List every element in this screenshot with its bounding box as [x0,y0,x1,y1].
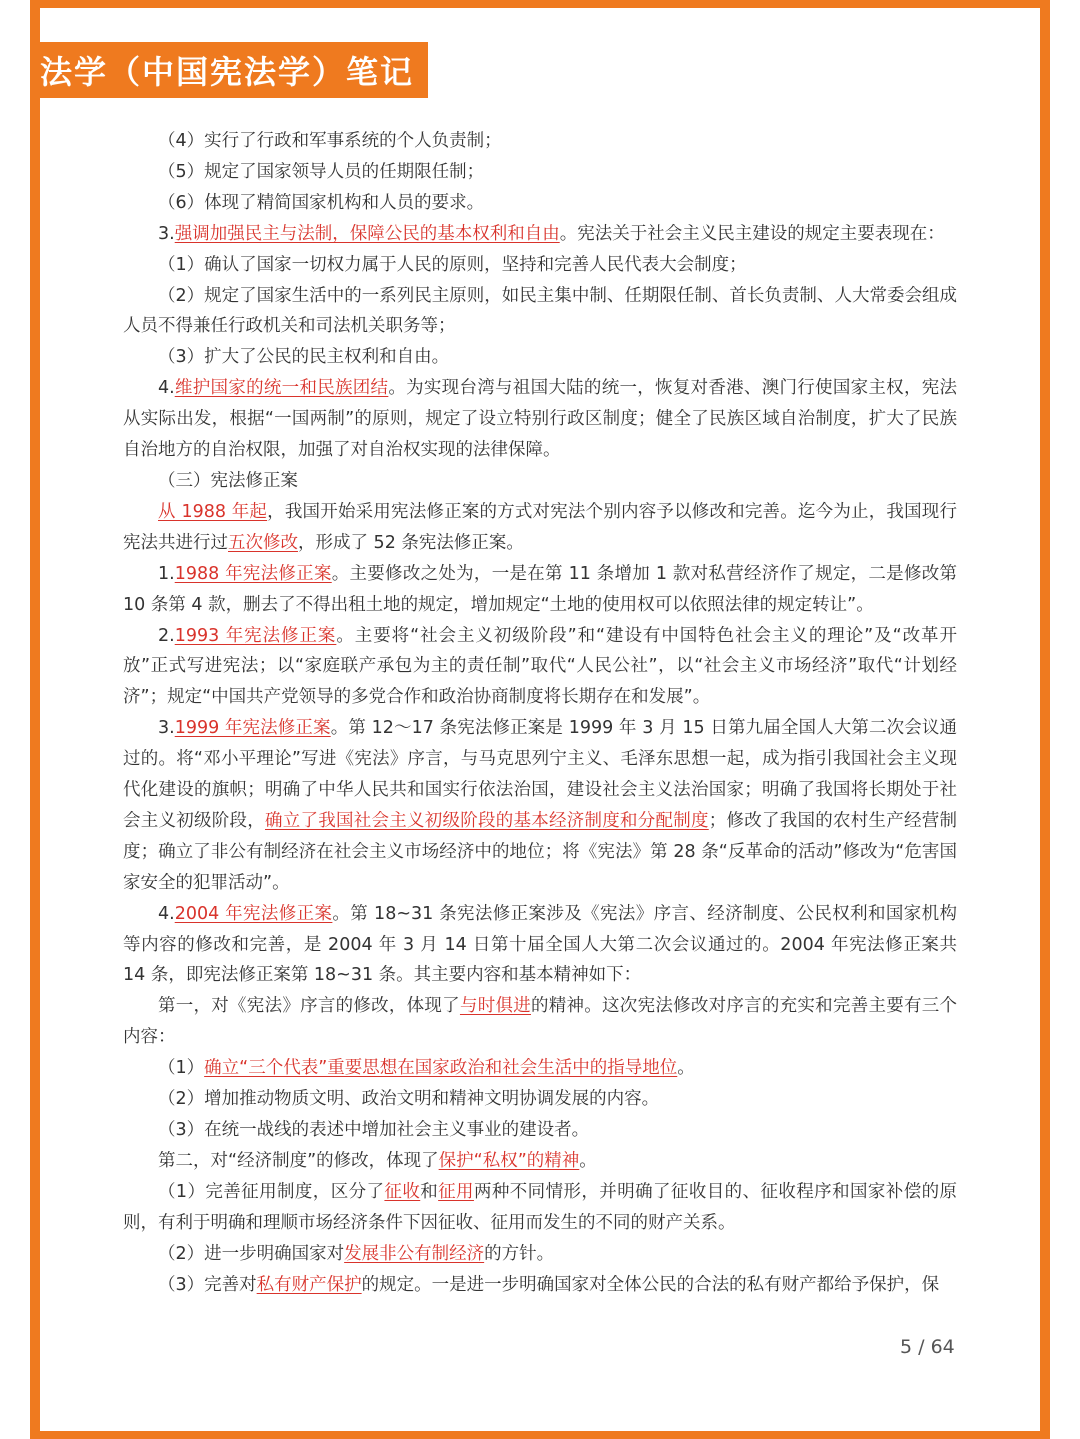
text-segment: （1） [158,1058,205,1079]
text-segment: 的方针。 [484,1243,555,1264]
highlighted-term: 五次修改 [228,532,298,553]
title-banner [30,42,428,98]
paragraph [123,1146,957,1177]
highlighted-term: 从 1988 年起 [158,501,268,522]
text-segment: 。第 18~31 条宪法修正案涉及《宪法》序言、经济制度、公民权利和国家机构等内容的修改和完善，是 2004 年 3 月 14 日第十届全国人大第二次会议通过的。2004 年宪法修正案共 14 条，即宪法修正案第 18~31 条。其主要内容和基本精神如下： [123,903,957,986]
text-segment: 。主要将“社会主义初级阶段”和“建设有中国特色社会主义的理论”及“改革开放”正式写进宪法；以“家庭联产承包为主的责任制”取代“人民公社”，以“社会主义市场经济”取代“计划经济”；规定“中国共产党领导的多党合作和政治协商制度将长期存在和发展”。 [123,625,957,708]
text-segment: 。第 12～17 条宪法修正案是 1999 年 3 月 15 日第九届全国人大第二次会议通过的。将“邓小平理论”写进《宪法》序言，与马克思列宁主义、毛泽东思想一起，成为指引我国社会主义现代化建设的旗帜；明确了中华人民共和国实行依法治国，建设社会主义法治国家；明确了我国将长期处于社会主义初级阶段， [123,718,957,831]
text-segment: （6）体现了精简国家机构和人员的要求。 [158,192,485,213]
paragraph [123,1084,957,1115]
highlighted-term: 发展非公有制经济 [344,1243,485,1264]
highlighted-term: 1993 年宪法修正案 [174,625,337,646]
text-segment: 。 [677,1058,695,1079]
text-segment: （2）进一步明确国家对 [158,1243,345,1264]
paragraph [123,1115,957,1146]
highlighted-term: 征用 [438,1181,474,1202]
text-segment: 2. [158,625,175,646]
paragraph [123,621,957,714]
text-segment: （5）规定了国家领导人员的任期限任制； [158,161,485,182]
highlighted-term: 征收 [384,1181,421,1202]
paragraph [123,991,957,1053]
text-segment: 1. [158,563,175,584]
paragraph [123,157,957,188]
paragraph [123,559,957,621]
text-segment: 。 [579,1150,597,1171]
highlighted-term: 确立了我国社会主义初级阶段的基本经济制度和分配制度 [265,810,709,831]
highlighted-term: 2004 年宪法修正案 [174,903,333,924]
text-segment: 的规定。一是进一步明确国家对全体公民的合法的私有财产都给予保护，保 [361,1274,940,1295]
text-segment: 。宪法关于社会主义民主建设的规定主要表现在： [559,223,945,244]
text-segment: （3）扩大了公民的民主权利和自由。 [158,347,450,368]
text-segment: （4）实行了行政和军事系统的个人负责制； [158,131,502,151]
text-segment: 第二，对“经济制度”的修改，体现了 [158,1150,439,1171]
paragraph [123,188,957,219]
paragraph [123,373,957,466]
text-segment: 第一，对《宪法》序言的修改，体现了 [158,996,460,1017]
paragraph [123,219,957,250]
paragraph [123,250,957,281]
paragraph [123,281,957,343]
text-segment: （3）完善对 [158,1274,257,1295]
text-segment: （3）在统一战线的表述中增加社会主义事业的建设者。 [158,1120,590,1140]
page-title: 法学（中国宪法学）笔记 [40,53,415,91]
paragraph [123,497,957,559]
text-segment: ，形成了 52 条宪法修正案。 [298,532,524,553]
page-border-left [30,0,40,1439]
paragraph [123,466,957,497]
paragraph [123,713,957,898]
page-border-top [30,0,1050,8]
page-number: 5 / 64 [900,1336,955,1358]
text-segment: 3. [158,223,175,244]
paragraph [123,1053,957,1084]
text-segment: （2）规定了国家生活中的一系列民主原则，如民主集中制、任期限任制、首长负责制、人大常委会组成人员不得兼任行政机关和司法机关职务等； [123,285,957,337]
text-segment: （1）确认了国家一切权力属于人民的原则，坚持和完善人民代表大会制度； [158,254,747,275]
paragraph [123,342,957,373]
notes-body [123,126,957,1300]
paragraph [123,1239,957,1270]
paragraph [123,899,957,992]
text-segment: 。主要修改之处为，一是在第 11 条增加 1 款对私营经济作了规定，二是修改第 10 条第 4 款，删去了不得出租土地的规定，增加规定“土地的使用权可以依照法律的规定转让”。 [123,563,957,615]
highlighted-term: 维护国家的统一和民族团结 [174,378,389,399]
text-segment: （2）增加推动物质文明、政治文明和精神文明协调发展的内容。 [158,1089,660,1110]
paragraph [123,126,957,157]
highlighted-term: 强调加强民主与法制，保障公民的基本权利和自由 [174,223,560,244]
text-segment: 和 [420,1181,439,1202]
text-segment: 两种不同情形，并明确了征收目的、征收程序和国家补偿的原则，有利于明确和理顺市场经济条件下因征收、征用而发生的不同的财产关系。 [123,1181,958,1233]
text-segment: ，我国开始采用宪法修正案的方式对宪法个别内容予以修改和完善。迄今为止，我国现行宪法共进行过 [123,501,957,553]
highlighted-term: 1988 年宪法修正案 [174,563,332,584]
text-segment: ；修改了我国的农村生产经营制度；确立了非公有制经济在社会主义市场经济中的地位；将《宪法》第 28 条“反革命的活动”修改为“危害国家安全的犯罪活动”。 [123,810,957,893]
paragraph [123,1270,957,1301]
text-segment: 的精神。这次宪法修改对序言的充实和完善主要有三个内容： [123,996,958,1048]
text-segment: 4. [158,378,175,399]
paragraph [123,1177,957,1239]
text-segment: （三）宪法修正案 [158,470,298,491]
highlighted-term: 保护“私权”的精神 [438,1150,580,1171]
text-segment: 3. [158,718,175,739]
highlighted-term: 确立“三个代表”重要思想在国家政治和社会生活中的指导地位 [204,1058,678,1079]
highlighted-term: 私有财产保护 [256,1274,362,1295]
highlighted-term: 与时俱进 [459,996,531,1017]
page-border-right [1040,0,1050,1439]
text-segment: （1）完善征用制度，区分了 [158,1181,385,1202]
highlighted-term: 1999 年宪法修正案 [174,718,331,739]
text-segment: 。为实现台湾与祖国大陆的统一，恢复对香港、澳门行使国家主权，宪法从实际出发，根据“一国两制”的原则，规定了设立特别行政区制度；健全了民族区域自治制度，扩大了民族自治地方的自治权限，加强了对自治权实现的法律保障。 [123,378,958,461]
text-segment: 4. [158,903,175,924]
page-border-bottom [30,1431,1050,1439]
